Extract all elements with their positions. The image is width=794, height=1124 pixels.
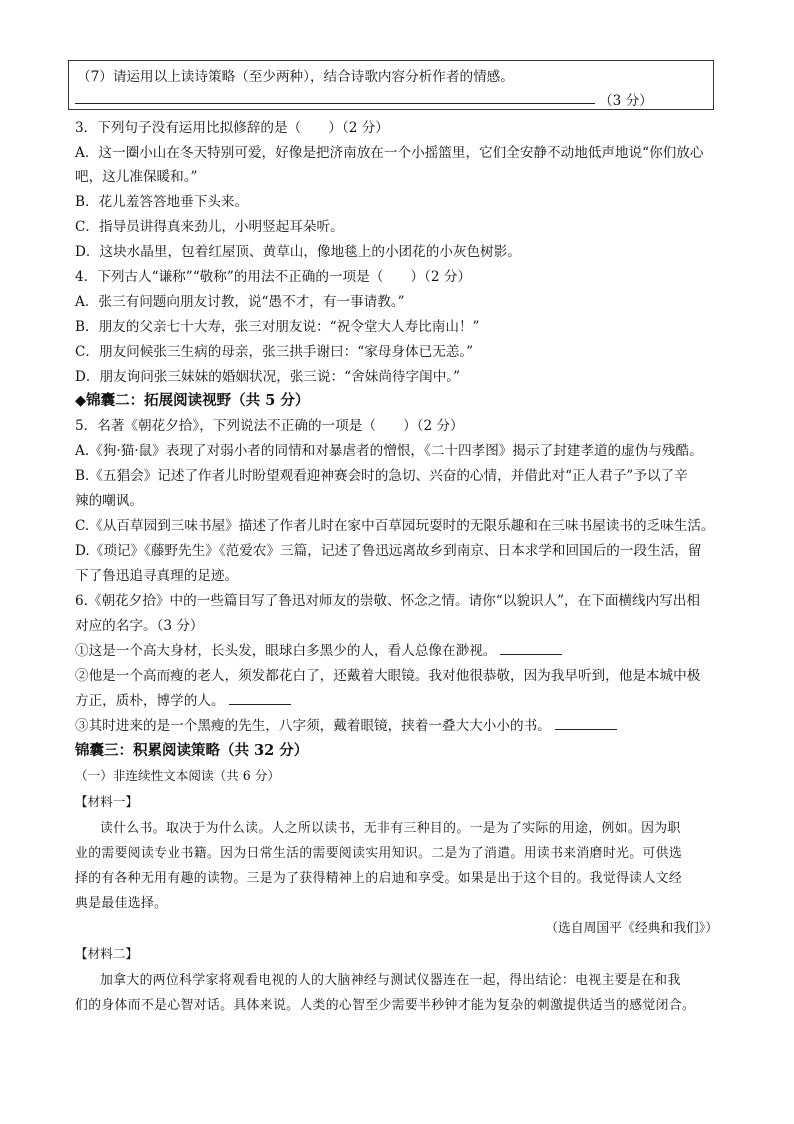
question-4: 4．下列古人“谦称”“敬称”的用法不正确的一项是（ ）（2 分） [75, 269, 472, 285]
question-5-option-c: C.《从百草园到三味书屋》描述了作者儿时在家中百草园玩耍时的无限乐趣和在三味书屋读书的乏味生活。 [75, 518, 715, 534]
question-6-item-1: ①这是一个高大身材，长头发，眼球白多黑少的人，看人总像在渺视。 [75, 639, 562, 659]
material-1-line-3: 择的有各种无用有趣的读物。三是为了获得精神上的启迪和享受。如果是出于这个目的。我觉得读人文经 [75, 871, 683, 886]
material-1-line-1: 读什么书。取决于为什么读。人之所以读书，无非有三种目的。一是为了实际的用途，例如。因为职 [100, 821, 681, 836]
question-4-option-b: B．朋友的父亲七十大寿，张三对朋友说：“祝令堂大人寿比南山！” [75, 319, 480, 335]
question-5-option-b-cont: 辣的嘲讽。 [75, 493, 143, 509]
section-3-heading: 锦囊三：积累阅读策略（共 32 分） [75, 742, 309, 759]
question-7-box [68, 60, 714, 110]
answer-blank-1[interactable] [500, 642, 562, 655]
question-3-option-a-cont: 吧，这儿准保暖和。” [75, 169, 198, 185]
section-2-heading: ◆锦囊二：拓展阅读视野（共 5 分） [75, 392, 310, 409]
question-6-cont: 对应的名字。（3 分） [75, 618, 204, 634]
material-2-line-2: 们的身体而不是心智对话。具体来说。人类的心智至少需要半秒钟才能为复杂的刺激提供适当的感觉闭合。 [75, 998, 696, 1013]
question-5-option-b: B.《五猖会》记述了作者儿时盼望观看迎神赛会时的急切、兴奋的心情，并借此对“正人君子”予以了辛 [75, 468, 688, 484]
question-4-option-c: C．朋友问候张三生病的母亲，张三拱手谢曰：“家母身体已无恙。” [75, 344, 474, 360]
answer-line[interactable] [75, 89, 595, 104]
question-5-option-d-cont: 下了鲁迅追寻真理的足迹。 [75, 568, 239, 584]
material-2-label: 【材料二】 [75, 946, 138, 961]
material-1-line-2: 业的需要阅读专业书籍。因为日常生活的需要阅读实用知识。二是为了消遣。用读书来消磨时光。可供选 [75, 846, 683, 861]
material-1-line-4: 典是最佳选择。 [75, 896, 168, 911]
question-6-item-3: ③其时进来的是一个黑瘦的先生，八字须，戴着眼镜，挟着一叠大大小小的书。 [75, 714, 617, 734]
material-2-line-1: 加拿大的两位科学家将观看电视的人的大脑神经与测试仪器连在一起，得出结论：电视主要是在和我 [100, 973, 681, 988]
question-7-text: （7）请运用以上读诗策略（至少两种），结合诗歌内容分析作者的情感。 [77, 69, 514, 85]
question-3-option-b: B．花儿羞答答地垂下头来。 [75, 194, 249, 210]
answer-blank-3[interactable] [555, 717, 617, 730]
question-5-option-d: D.《琐记》《藤野先生》《范爱农》三篇，记述了鲁迅远离故乡到南京、日本求学和回国后的一段生活，留 [75, 543, 702, 559]
question-3-option-a: A．这一圈小山在冬天特别可爱，好像是把济南放在一个小摇篮里，它们全安静不动地低声地说“你们放心 [75, 145, 704, 161]
question-6-item-2-cont: 方正，质朴，博学的人。 [75, 689, 291, 709]
answer-blank-2[interactable] [229, 692, 291, 705]
question-4-option-d: D．朋友询问张三妹妹的婚姻状况，张三说：“舍妹尚待字闺中。” [75, 369, 461, 385]
material-1-source: （选自周国平《经典和我们》） [545, 921, 718, 936]
question-3: 3．下列句子没有运用比拟修辞的是（ ）（2 分） [75, 120, 389, 136]
question-5: 5．名著《朝花夕拾》，下列说法不正确的一项是（ ）（2 分） [75, 418, 464, 434]
question-3-option-d: D．这块水晶里，包着红屋顶、黄草山，像地毯上的小团花的小灰色树影。 [75, 244, 521, 260]
question-3-option-c: C．指导员讲得真来劲儿，小明竖起耳朵听。 [75, 219, 344, 235]
question-4-option-a: A．张三有问题向朋友讨教，说“愚不才，有一事请教。” [75, 294, 405, 310]
question-6-item-2: ②他是一个高而瘦的老人，须发都花白了，还戴着大眼镜。我对他很恭敬，因为我早听到，他是本城中极 [75, 668, 701, 684]
question-7-points: （3 分） [599, 93, 653, 109]
question-6: 6.《朝花夕拾》中的一些篇目写了鲁迅对师友的崇敬、怀念之情。请你“以貌识人”，在下面横线内写出相 [75, 593, 700, 609]
material-1-label: 【材料一】 [75, 794, 138, 809]
part-1-heading: （一）非连续性文本阅读（共 6 分） [75, 768, 280, 783]
question-5-option-a: A.《狗·猫·鼠》表现了对弱小者的同情和对暴虐者的憎恨，《二十四孝图》揭示了封建孝道的虚伪与残酷。 [75, 443, 703, 459]
